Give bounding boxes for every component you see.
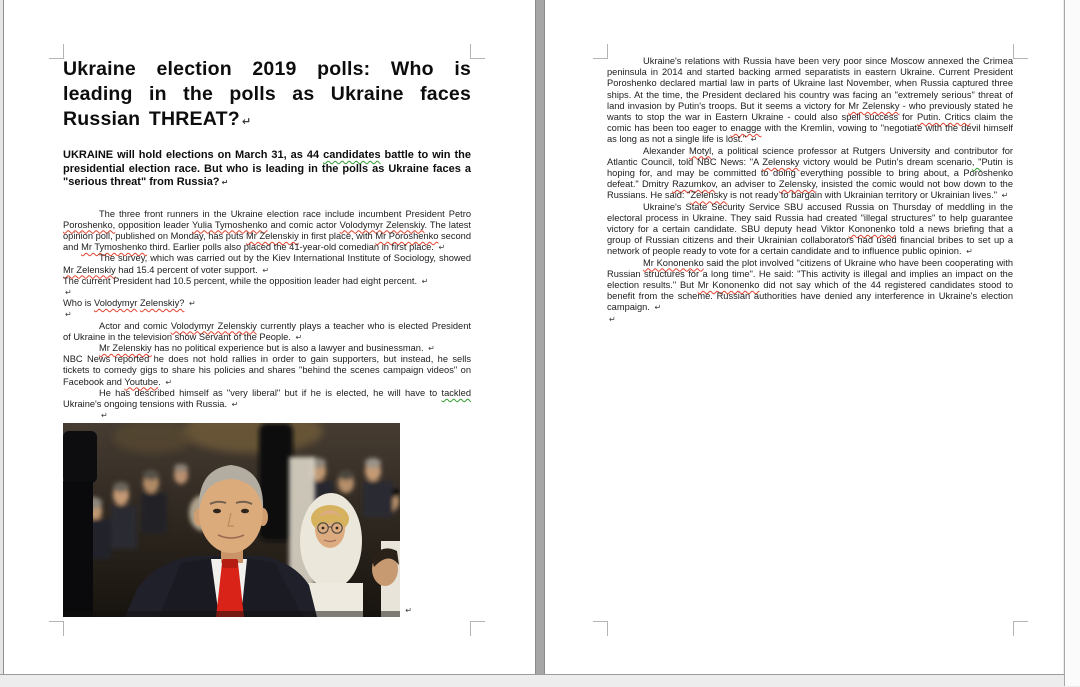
text-run: . The latest opinion poll, published on Monday, has puts [63, 219, 471, 241]
margin-mark-bottom-left [49, 621, 64, 636]
paragraph-mark: ↵ [966, 247, 973, 257]
paragraph-mark: ↵ [65, 310, 72, 320]
paragraph-mark: ↵ [421, 276, 429, 286]
text-run: . [158, 376, 164, 387]
margin-mark-top-left [593, 44, 608, 59]
misspelled-word: Motyl [689, 145, 712, 156]
vertical-scrollbar[interactable] [1064, 0, 1080, 686]
margin-mark-top-right [470, 44, 485, 59]
page-2-text-area [607, 56, 1013, 325]
text-run: , an adviser to [715, 179, 779, 190]
text-run: Actor and comic [99, 320, 171, 331]
paragraph-mark: ↵ [65, 287, 72, 297]
misspelled-word: Putin. Critics [916, 112, 971, 123]
text-run: NBC News reported he does not hold rallies in order to gain supporters, but instead, he sells tickets to comedy gigs to share his policies and shares "behind the scenes campaign videos" on Facebook and [63, 354, 471, 387]
misspelled-word: , " [971, 156, 982, 167]
misspelled-word: Volodymyr Zelenskiy [339, 219, 425, 230]
paragraph-mark: ↵ [438, 243, 446, 253]
paragraph[interactable] [63, 287, 471, 298]
paragraph-mark: ↵ [231, 399, 239, 409]
text-run: said the plot involved "citizens of Ukraine who have been cooperating with Russian structures for a long time". He said: "This activity is illegal and implies an impact on the election results." But [607, 257, 1013, 291]
misspelled-word: Mr Zelenskiy [99, 342, 152, 353]
paragraph-mark: ↵ [609, 314, 616, 324]
paragraph[interactable] [607, 314, 1013, 325]
margin-mark-top-right [1013, 44, 1028, 59]
article-body-page-2 [607, 56, 1013, 325]
misspelled-word: Mr Poroshenko [375, 230, 439, 241]
text-run: opposition leader [115, 219, 192, 230]
page-1-text-area [63, 57, 471, 617]
misspelled-word: candidates [323, 149, 381, 161]
misspelled-word: Yulia Tymoshenko [191, 219, 268, 230]
paragraph[interactable] [63, 276, 471, 287]
paragraph[interactable] [63, 253, 471, 275]
text-run: currently plays a teacher who is elected President of Ukraine in the television show Servant of the People. [63, 320, 471, 342]
paragraph-mark: ↵ [221, 178, 229, 187]
margin-mark-top-left [49, 44, 64, 59]
text-run: told a news briefing that a group of Russian citizens and their Ukrainian collaborators had used financial bribes to set up a network of people ready to vote for a certain candidate and to influence public opinion. [607, 224, 1013, 257]
text-run: victory would be Putin's dream scenario [799, 156, 972, 167]
text-run: and comic actor [267, 219, 340, 230]
page-gap [535, 0, 545, 675]
misspelled-word: Poroshenko, [63, 219, 116, 230]
paragraph-mark: ↵ [428, 343, 435, 353]
paragraph-mark: ↵ [101, 411, 108, 421]
misspelled-word: tackled [441, 387, 471, 398]
misspelled-word: Volodymyr [94, 298, 138, 309]
text-run: The survey, which was carried out by the Kiev International Institute of Sociology, showed [99, 253, 471, 264]
text-run: has no political experience but is also a lawyer and businessman. [151, 342, 427, 353]
paragraph[interactable] [63, 321, 471, 343]
misspelled-word: Youtube [124, 376, 159, 387]
misspelled-word: Mr Zelenskiy [246, 230, 299, 241]
paragraph[interactable] [607, 146, 1013, 202]
misspelled-word: Razumkov [672, 179, 716, 190]
paragraph-mark: ↵ [750, 135, 758, 145]
text-run: second and [63, 230, 471, 253]
text-run: Ukraine election 2019 polls: Who is leading in the polls as Ukraine faces Russian THREAT? [63, 58, 471, 130]
text-run: Alexander [643, 145, 689, 156]
text-run: The three front runners in the Ukraine election race include incumbent President Petro [99, 208, 471, 219]
text-run: Putin is hoping for, and may be committed to doing everything possible to bring about, a Poroshenko defeat." Dmitry [607, 156, 1013, 190]
text-run: claim the comic has been too eager to [607, 112, 1013, 134]
misspelled-word: enagge [730, 123, 762, 134]
text-run: UKRAINE will hold elections on March 31, as 44 [63, 149, 324, 161]
text-run: is not ready to bargain with Ukrainian territory or Ukrainian lives." [727, 190, 1000, 201]
paragraph[interactable] [63, 209, 471, 254]
text-run: with the Kremlin, vowing to "negotiate with the devil himself as long as not a single life is lost." [607, 123, 1014, 145]
misspelled-word: Mr Tymoshenko [81, 242, 148, 253]
paragraph[interactable] [63, 309, 471, 320]
misspelled-word: Mr Zelenskiy [63, 264, 116, 275]
article-body-page-1 [63, 209, 471, 422]
window-bottom-edge [0, 674, 1064, 687]
article-photo[interactable] [63, 423, 412, 617]
text-run: , insisted the comic would not bow down to the Russians. He said: " [607, 179, 1014, 201]
margin-mark-bottom-left [593, 621, 608, 636]
paragraph-mark: ↵ [295, 332, 303, 342]
paragraph[interactable] [607, 258, 1013, 314]
paragraph-mark: ↵ [241, 116, 252, 128]
photo-paragraph-mark: ↵ [405, 606, 412, 616]
misspelled-word: Zelensky [778, 179, 816, 190]
misspelled-word: Mr Kononenko [643, 257, 704, 268]
article-title[interactable] [63, 57, 471, 135]
text-run: battle to win the presidential election race. But who is leading in the polls as Ukraine faces a "serious threat" from Russia? [63, 149, 472, 188]
paragraph[interactable] [63, 388, 471, 410]
text-run: had 15.4 percent of voter support. [115, 264, 261, 275]
page-1 [4, 0, 535, 674]
text-run: Ukraine's State Security Service SBU accused Russia on Thursday of meddling in the electoral process in Ukraine. They said Russia had created "illegal structures" to help guarantee victory for a certain candidate. SBU deputy head Viktor [607, 201, 1013, 235]
paragraph-mark: ↵ [165, 377, 173, 387]
text-run: He has described himself as "very liberal" but if he is elected, he will have to [99, 387, 442, 398]
poroshenko-crowd-illustration [63, 423, 400, 617]
page-2 [545, 0, 1063, 674]
paragraph-mark: ↵ [189, 299, 196, 309]
text-run: third. Earlier polls also placed the 41-year-old comedian in first place. [147, 242, 437, 253]
text-run: Ukraine's ongoing tensions with Russia. [63, 398, 230, 409]
paragraph[interactable] [63, 410, 471, 421]
text-run: did not say which of the 44 registered candidates stood to benefit from the scheme. Russian authorities have denied any interference in Ukraine's election campaign. [607, 280, 1014, 313]
misspelled-word: Kononenko [848, 224, 896, 235]
text-run: Ukraine's relations with Russia have been very poor since Moscow annexed the Crimea peninsula in 2014 and started backing armed separatists in eastern Ukraine. Current President Poroshenko declared martial law in parts of Ukraine last November, when Russia captured three ships. At the time, the President declared his country was facing an "extremely serious" threat of land invasion by Putin's troops. But it seems a victory for [607, 56, 1013, 111]
margin-mark-bottom-right [1013, 621, 1028, 636]
paragraph[interactable] [63, 298, 471, 309]
paragraph[interactable] [607, 202, 1013, 258]
text-run: - who previously stated he wants to stop the war in Eastern Ukraine - could also spell success for [607, 100, 1013, 123]
paragraph[interactable] [63, 343, 471, 354]
text-run: The current President had 10.5 percent, while the opposition leader had eight percent. [63, 275, 420, 286]
misspelled-word: Zelensky [762, 156, 800, 167]
text-run: Who is [63, 298, 94, 309]
article-standfirst[interactable] [63, 149, 471, 190]
misspelled-word: Mr Zelensky [848, 100, 900, 111]
paragraph-mark: ↵ [654, 303, 662, 313]
paragraph[interactable] [63, 354, 471, 388]
misspelled-word: Zelenskiy? [140, 298, 185, 309]
text-run: , a political science professor at Rutgers University and contributor for Atlantic Council, told NBC News: "A [607, 145, 1013, 167]
misspelled-word: Mr Kononenko [697, 280, 760, 291]
paragraph-mark: ↵ [262, 265, 270, 275]
paragraph[interactable] [607, 56, 1013, 146]
margin-mark-bottom-right [470, 621, 485, 636]
misspelled-word: Zelensky [690, 190, 728, 201]
misspelled-word: Volodymyr Zelenskiy [170, 320, 257, 331]
paragraph-mark: ↵ [1001, 191, 1009, 201]
text-run: in first place, with [298, 230, 376, 241]
